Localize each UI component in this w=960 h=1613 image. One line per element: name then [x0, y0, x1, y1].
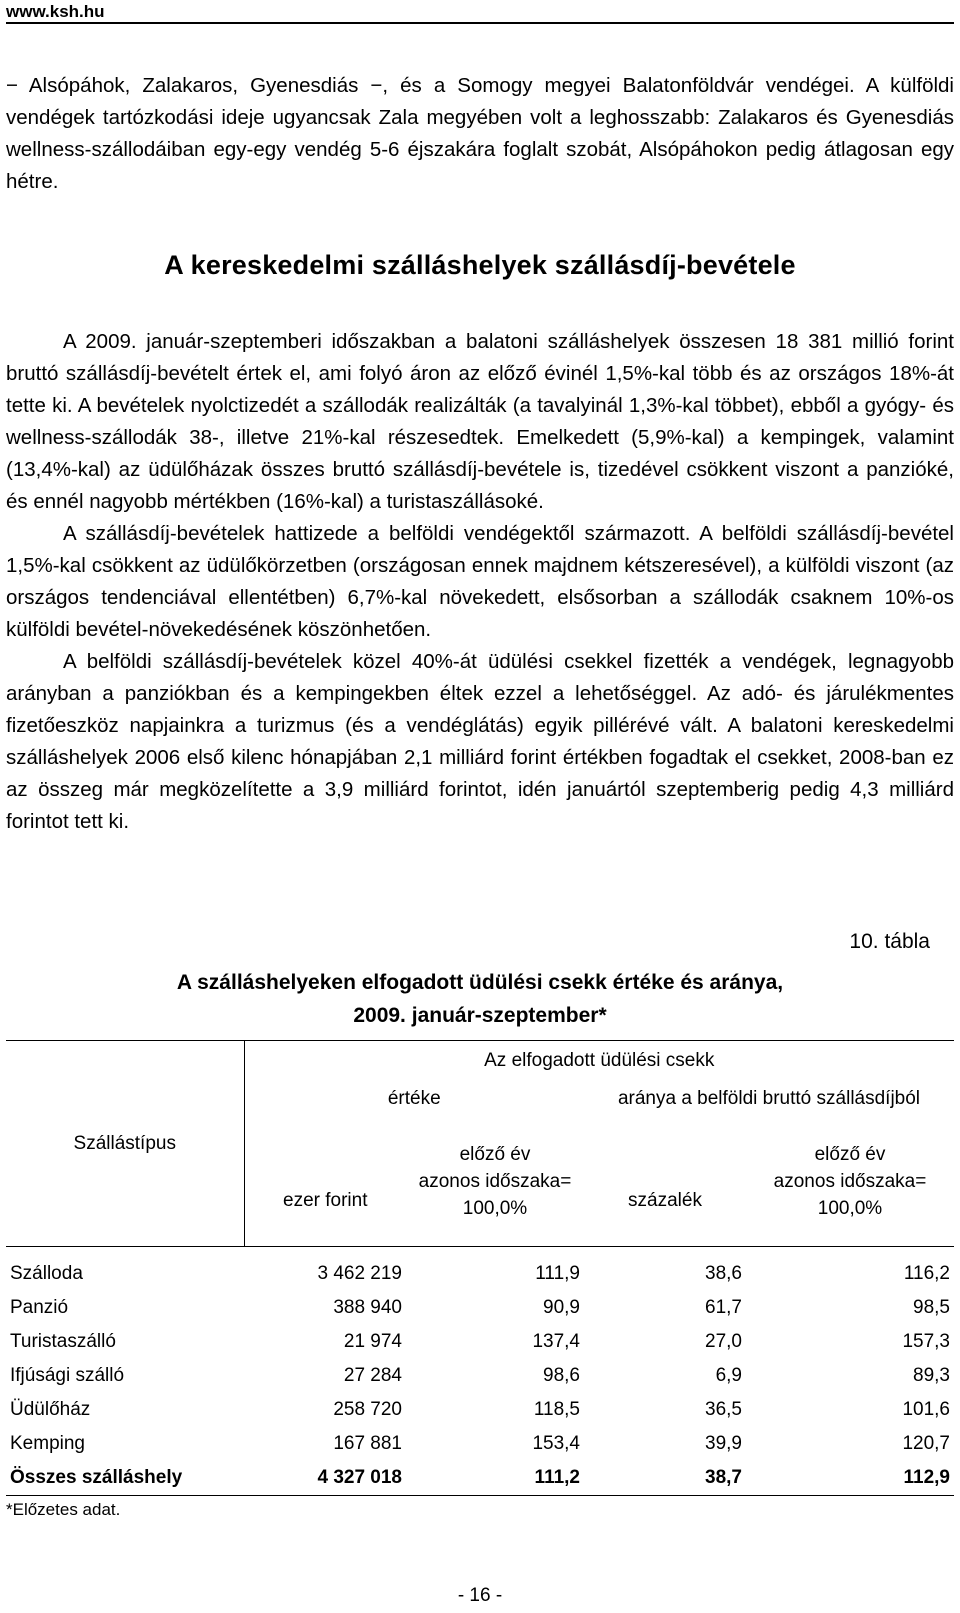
page-number: - 16 -	[457, 1585, 503, 1606]
section-body	[6, 326, 954, 838]
cell-share-index: 98,5	[913, 1296, 950, 1318]
paragraph-1: A 2009. január-szeptemberi időszakban a balatoni szálláshelyek összesen 18 381 millió forint bruttó szállásdíj-bevételt értek el, ami folyó áron az előző évinél 1,5%-kal több és az országos 18%-át tette ki. A bevételek nyolctizedét a szállodák realizálták (a tavalyinál 1,3%-kal többet), ebből a gyógy- és wellness-szállodák 38-, illetve 21%-kal részesedtek. Emelkedett (5,9%-kal) a kempingek, valamint (13,4%-kal) az üdülőházak összes bruttó szállásdíj-bevétele is, tizedével csökkent viszont a panzióké, és ennél nagyobb mértékben (16%-kal) a turistaszállásoké.	[6, 330, 954, 513]
table-number: 10. tábla	[849, 930, 930, 953]
header-rule	[6, 22, 954, 24]
col3-header: százalék	[628, 1190, 702, 1211]
cell-percent: 61,7	[705, 1296, 742, 1318]
cell-percent: 39,9	[705, 1432, 742, 1454]
cell-percent: 6,9	[715, 1364, 742, 1386]
intro-paragraph	[6, 70, 954, 198]
total-index: 111,2	[534, 1466, 580, 1488]
section-title: A kereskedelmi szálláshelyek szállásdíj-bevétele	[164, 250, 796, 280]
cell-index: 111,9	[535, 1262, 580, 1284]
site-header: www.ksh.hu	[6, 2, 105, 21]
total-percent: 38,7	[705, 1466, 742, 1488]
cell-value: 258 720	[333, 1398, 402, 1420]
cell-index: 90,9	[543, 1296, 580, 1318]
col4-header	[746, 1117, 954, 1247]
cell-share-index: 116,2	[903, 1262, 950, 1284]
cell-share-index: 157,3	[902, 1330, 950, 1352]
row-label: Szálloda	[10, 1262, 83, 1284]
col-type-header: Szállástípus	[73, 1132, 176, 1154]
row-label: Ifjúsági szálló	[10, 1364, 125, 1386]
row-label: Turistaszálló	[10, 1330, 116, 1352]
cell-index: 118,5	[533, 1398, 580, 1420]
col4-line2: azonos időszaka=	[773, 1171, 927, 1192]
col1-header: ezer forint	[244, 1117, 406, 1247]
col4-line3: 100,0%	[817, 1198, 883, 1219]
cell-percent: 36,5	[705, 1398, 742, 1420]
row-label: Üdülőház	[10, 1398, 91, 1420]
table-row	[6, 1427, 954, 1461]
cell-value: 3 462 219	[317, 1262, 402, 1284]
cell-percent: 38,6	[705, 1262, 742, 1284]
col2-header	[406, 1117, 584, 1247]
table-row	[6, 1257, 954, 1291]
col2-line2: azonos időszaka=	[418, 1171, 572, 1192]
group-header: Az elfogadott üdülési csekk	[244, 1041, 954, 1082]
cell-index: 98,6	[543, 1364, 580, 1386]
col2-line1: előző év	[459, 1144, 531, 1165]
cell-share-index: 101,6	[902, 1398, 950, 1420]
table-row	[6, 1291, 954, 1325]
intro-text: − Alsópáhok, Zalakaros, Gyenesdiás −, és a Somogy megyei Balatonföldvár vendégei. A külföldi vendégek tartózkodási ideje ugyancsak Zala megyében volt a leghosszabb: Zalakaros és Gyenesdiás wellness-szállodáiban egy-egy vendég 5-6 éjszakára foglalt szobát, Alsópáhokon pedig átlagosan egy hétre.	[6, 74, 954, 193]
col2-line3: 100,0%	[462, 1198, 528, 1219]
paragraph-2: A szállásdíj-bevételek hattizede a belföldi vendégektől származott. A belföldi szállásdíj-bevétel 1,5%-kal csökkent az üdülőkörzetben (országosan ennek majdnem kétszeresével), a külföldi viszont (az országos tendenciával ellentétben) 6,7%-kal növekedett, elsősorban a szállodák csaknem 10%-os külföldi bevétel-növekedésének köszönhetően.	[6, 522, 954, 641]
total-share-index: 112,9	[903, 1466, 950, 1488]
table-title-line2: 2009. január-szeptember*	[353, 1004, 607, 1027]
cell-index: 137,4	[532, 1330, 580, 1352]
cell-percent: 27,0	[705, 1330, 742, 1352]
voucher-table	[6, 1040, 954, 1496]
total-value: 4 327 018	[317, 1466, 402, 1488]
cell-value: 388 940	[333, 1296, 402, 1318]
cell-share-index: 120,7	[902, 1432, 950, 1454]
cell-value: 27 284	[343, 1364, 402, 1386]
col4-line1: előző év	[814, 1144, 886, 1165]
row-label: Panzió	[10, 1296, 69, 1318]
row-label: Kemping	[10, 1432, 85, 1454]
table-total-row	[6, 1461, 954, 1496]
table-row	[6, 1393, 954, 1427]
cell-value: 21 974	[343, 1330, 402, 1352]
paragraph-3: A belföldi szállásdíj-bevételek közel 40%-át üdülési csekkel fizették a vendégek, legnagyobb arányban a panziókban és a kempingekben éltek ezzel a lehetőséggel. Az adó- és járulékmentes fizetőeszköz napjainkra a turizmus (és a vendéglátás) egyik pillérévé vált. A balatoni kereskedelmi szálláshelyek 2006 első kilenc hónapjában 2,1 milliárd forint értékben fogadtak el csekket, 2008-ban ez az összeg már megközelítette a 3,9 milliárd forintot, idén januártól szeptemberig pedig 4,3 milliárd forintot tett ki.	[6, 650, 954, 833]
value-group-header: értéke	[244, 1081, 584, 1117]
table-title-line1: A szálláshelyeken elfogadott üdülési csekk értéke és aránya,	[176, 971, 784, 994]
table-row	[6, 1359, 954, 1393]
table-row	[6, 1325, 954, 1359]
share-group-header: aránya a belföldi bruttó szállásdíjból	[617, 1088, 921, 1109]
table-title	[0, 966, 960, 1032]
table-footnote: *Előzetes adat.	[6, 1500, 121, 1519]
cell-share-index: 89,3	[913, 1364, 950, 1386]
total-label: Összes szálláshely	[10, 1466, 183, 1488]
cell-value: 167 881	[333, 1432, 402, 1454]
cell-index: 153,4	[532, 1432, 580, 1454]
